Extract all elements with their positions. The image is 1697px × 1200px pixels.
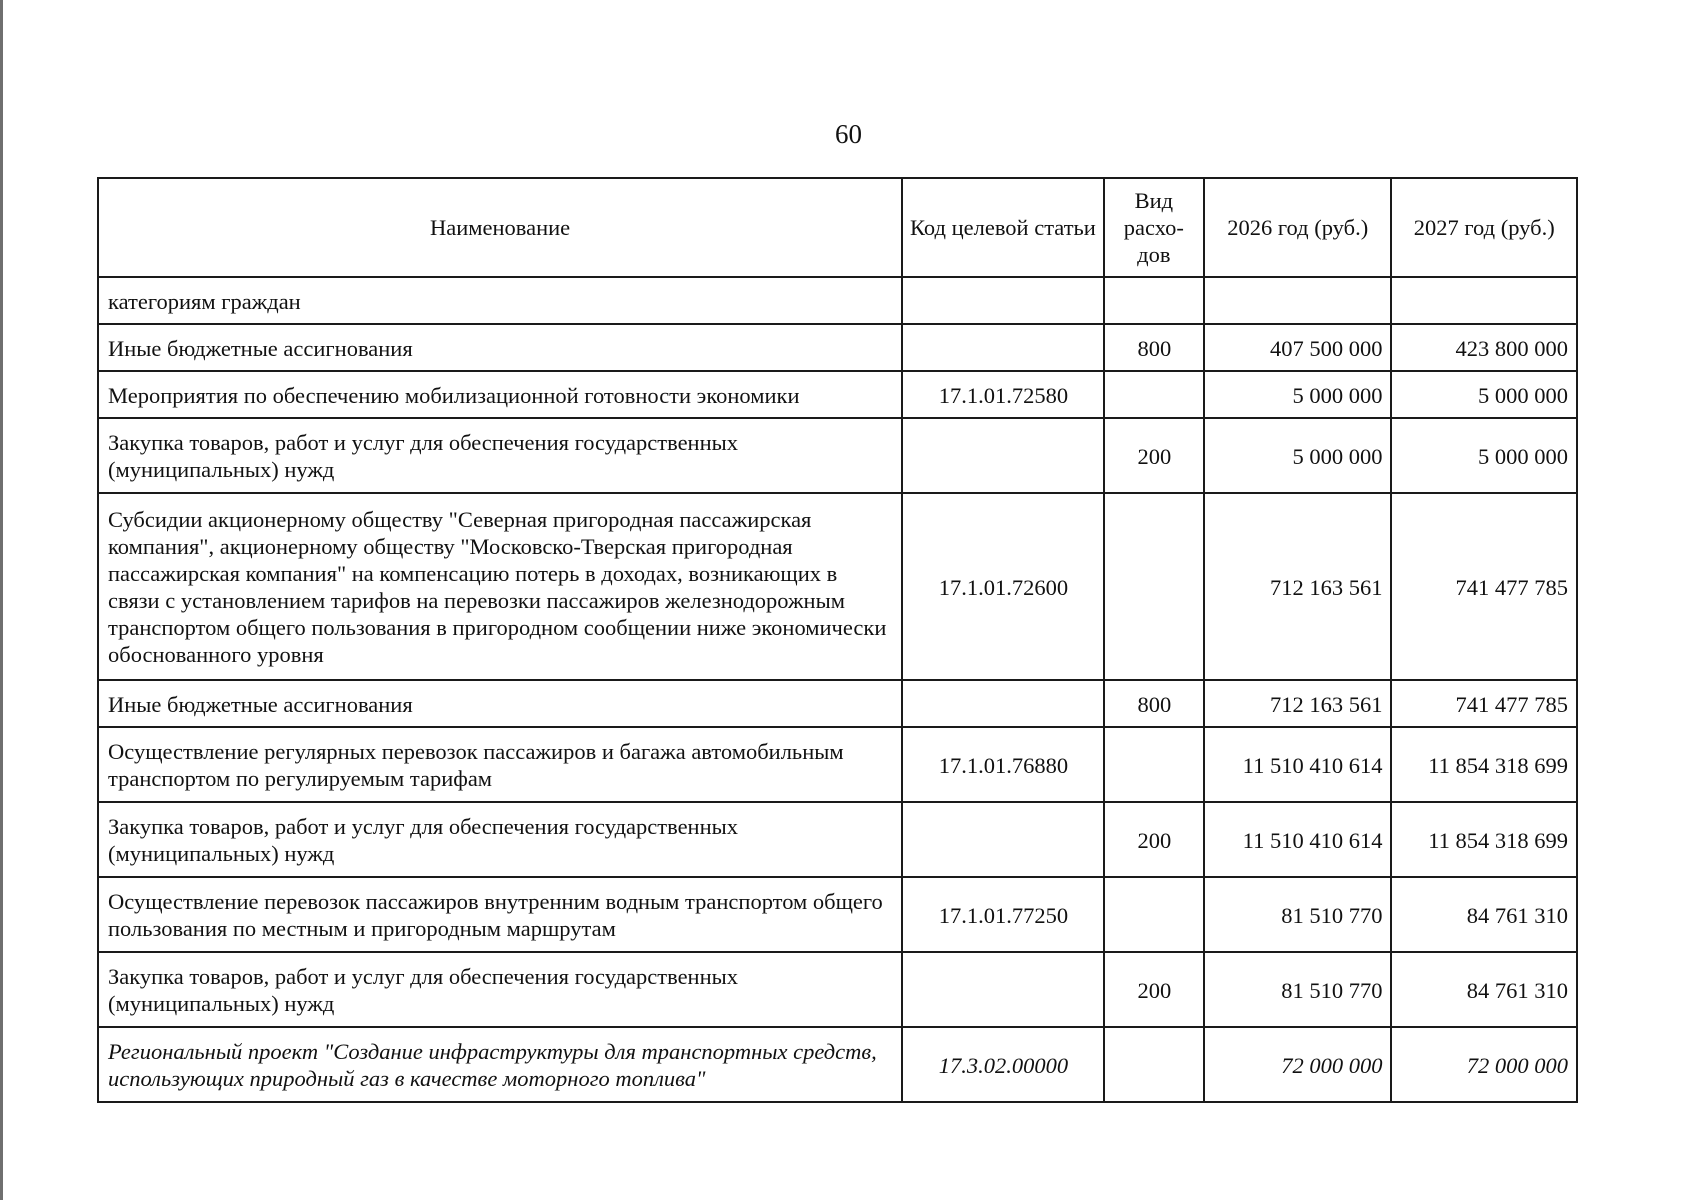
table-header-row: [98, 178, 1577, 277]
cell-2027: 72 000 000: [1391, 1027, 1577, 1102]
cell-name: категориям граждан: [98, 277, 902, 324]
table-row-regional-project: [98, 1027, 1577, 1102]
cell-name: Закупка товаров, работ и услуг для обеспечения государственных (муниципальных) нужд: [98, 952, 902, 1027]
cell-2026: 5 000 000: [1204, 418, 1392, 493]
cell-code: [902, 324, 1104, 371]
cell-kind: [1104, 727, 1204, 802]
cell-2026: 5 000 000: [1204, 371, 1392, 418]
cell-kind: [1104, 1027, 1204, 1102]
cell-2027: 11 854 318 699: [1391, 727, 1577, 802]
table-row: [98, 277, 1577, 324]
cell-2027: 11 854 318 699: [1391, 802, 1577, 877]
scan-edge: [0, 0, 3, 1200]
header-name: Наименование: [98, 178, 902, 277]
cell-kind: 800: [1104, 324, 1204, 371]
cell-2027: 84 761 310: [1391, 952, 1577, 1027]
budget-table: [97, 177, 1578, 1103]
cell-2027: 5 000 000: [1391, 418, 1577, 493]
cell-2026: 11 510 410 614: [1204, 802, 1392, 877]
cell-2026: [1204, 277, 1392, 324]
cell-2026: 712 163 561: [1204, 680, 1392, 727]
cell-2027: 423 800 000: [1391, 324, 1577, 371]
cell-code: [902, 802, 1104, 877]
cell-kind: [1104, 277, 1204, 324]
header-code: Код целевой статьи: [902, 178, 1104, 277]
table-row: [98, 802, 1577, 877]
cell-code: 17.1.01.77250: [902, 877, 1104, 952]
cell-code: [902, 277, 1104, 324]
cell-2026: 81 510 770: [1204, 952, 1392, 1027]
cell-kind: 200: [1104, 418, 1204, 493]
cell-kind: [1104, 371, 1204, 418]
cell-code: [902, 418, 1104, 493]
cell-name: Закупка товаров, работ и услуг для обеспечения государственных (муниципальных) нужд: [98, 802, 902, 877]
cell-kind: [1104, 493, 1204, 680]
header-2027: 2027 год (руб.): [1391, 178, 1577, 277]
cell-2027: 84 761 310: [1391, 877, 1577, 952]
cell-name: Закупка товаров, работ и услуг для обеспечения государственных (муниципальных) нужд: [98, 418, 902, 493]
cell-2026: 11 510 410 614: [1204, 727, 1392, 802]
cell-kind: [1104, 877, 1204, 952]
cell-name: Мероприятия по обеспечению мобилизационной готовности экономики: [98, 371, 902, 418]
cell-kind: 200: [1104, 952, 1204, 1027]
cell-name: Осуществление регулярных перевозок пассажиров и багажа автомобильным транспортом по регулируемым тарифам: [98, 727, 902, 802]
table-row: [98, 727, 1577, 802]
cell-code: 17.1.01.72580: [902, 371, 1104, 418]
cell-2027: 5 000 000: [1391, 371, 1577, 418]
cell-kind: 200: [1104, 802, 1204, 877]
cell-name: Региональный проект "Создание инфраструктуры для транспортных средств, использующих природный газ в качестве моторного топлива": [98, 1027, 902, 1102]
cell-code: [902, 952, 1104, 1027]
cell-2026: 712 163 561: [1204, 493, 1392, 680]
cell-2026: 81 510 770: [1204, 877, 1392, 952]
cell-kind: 800: [1104, 680, 1204, 727]
table-row: [98, 324, 1577, 371]
cell-name: Осуществление перевозок пассажиров внутренним водным транспортом общего пользования по местным и пригородным маршрутам: [98, 877, 902, 952]
cell-code: 17.1.01.72600: [902, 493, 1104, 680]
table-row: [98, 493, 1577, 680]
header-2026: 2026 год (руб.): [1204, 178, 1392, 277]
cell-2027: 741 477 785: [1391, 680, 1577, 727]
cell-name: Иные бюджетные ассигнования: [98, 680, 902, 727]
cell-code: 17.3.02.00000: [902, 1027, 1104, 1102]
cell-name: Иные бюджетные ассигнования: [98, 324, 902, 371]
cell-2026: 72 000 000: [1204, 1027, 1392, 1102]
table-row: [98, 371, 1577, 418]
table-row: [98, 952, 1577, 1027]
cell-code: 17.1.01.76880: [902, 727, 1104, 802]
table-row: [98, 418, 1577, 493]
cell-code: [902, 680, 1104, 727]
cell-name: Субсидии акционерному обществу "Северная пригородная пассажирская компания", акционерному обществу "Московско-Тверская пригородная пассажирская компания" на компенсацию потерь в доходах, возникающих в связи с установлением тарифов на перевозки пассажиров железнодорожным транспортом общего пользования в пригородном сообщении ниже экономически обоснованного уровня: [98, 493, 902, 680]
table-row: [98, 877, 1577, 952]
cell-2027: [1391, 277, 1577, 324]
table-row: [98, 680, 1577, 727]
cell-2026: 407 500 000: [1204, 324, 1392, 371]
cell-2027: 741 477 785: [1391, 493, 1577, 680]
header-kind: Вид расхо-дов: [1104, 178, 1204, 277]
page-number: 60: [835, 119, 862, 149]
